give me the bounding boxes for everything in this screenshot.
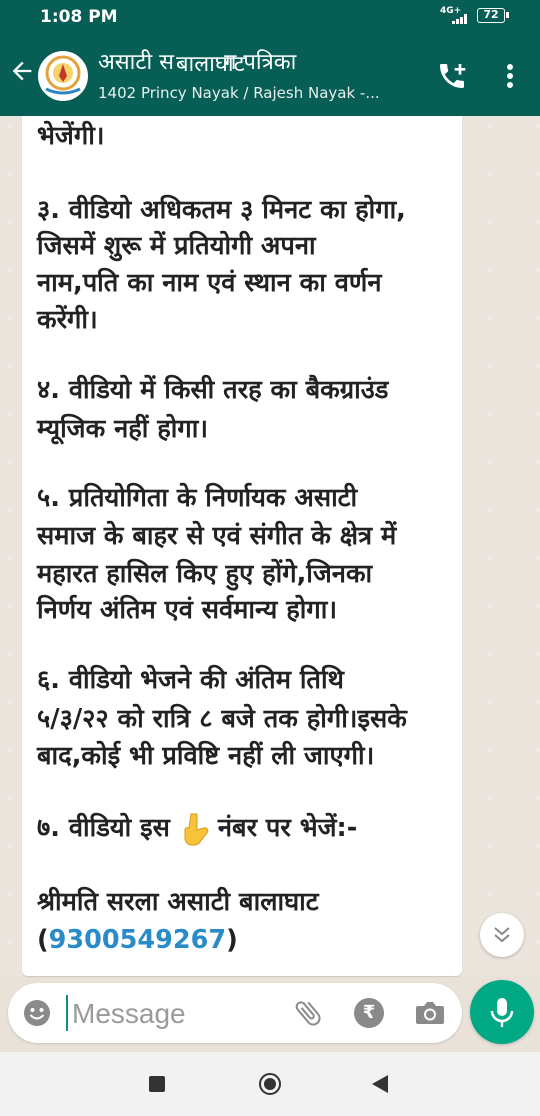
phone-number-link[interactable]: 9300549267: [48, 925, 227, 955]
back-arrow-icon[interactable]: [8, 57, 36, 85]
message-bubble[interactable]: [22, 116, 462, 976]
message-line-with-emoji: [37, 810, 357, 846]
chat-title-part3: ग पत्रिका: [224, 50, 297, 75]
message-line: करेंगी।: [37, 305, 98, 335]
chat-area[interactable]: [0, 116, 540, 976]
status-time: 1:08 PM: [40, 7, 118, 27]
add-call-icon[interactable]: [436, 60, 468, 92]
message-line: नाम,पति का नाम एवं स्थान का वर्णन: [37, 268, 382, 298]
message-line: समाज के बाहर से एवं संगीत के क्षेत्र में: [37, 521, 397, 551]
message-line: ५/३/२२ को रात्रि ८ बजे तक होगी।इसके: [37, 704, 407, 734]
attach-icon[interactable]: [292, 997, 324, 1029]
mic-button[interactable]: [470, 980, 534, 1044]
paren-open: (: [37, 925, 49, 955]
message-line: बाद,कोई भी प्रविष्टि नहीं ली जाएगी।: [37, 741, 375, 771]
message-text: ७. वीडियो इस: [37, 813, 170, 843]
signal-icon: [452, 14, 470, 24]
mic-icon: [470, 980, 534, 1044]
rupee-icon[interactable]: ₹: [354, 998, 384, 1028]
system-nav-bar: [0, 1052, 540, 1116]
message-line: ३. वीडियो अधिकतम ३ मिनट का होगा,: [37, 195, 406, 225]
message-composer[interactable]: [8, 983, 462, 1043]
message-input[interactable]: [70, 991, 284, 1037]
group-logo-icon: [38, 51, 88, 101]
message-line: म्यूजिक नहीं होगा।: [37, 414, 209, 444]
paren-close: ): [226, 925, 238, 955]
chat-title-part1: असाटी स: [98, 50, 175, 75]
message-line: जिसमें शुरू में प्रतियोगी अपना: [37, 231, 316, 261]
network-type-label: 4G+: [440, 6, 462, 16]
message-line: भेजेंगी।: [37, 121, 105, 151]
chat-title-overlay: बालाघाट: [176, 52, 245, 77]
message-line: श्रीमति सरला असाटी बालाघाट: [37, 887, 319, 917]
message-line: निर्णय अंतिम एवं सर्वमान्य होगा।: [37, 595, 337, 625]
nav-back-icon[interactable]: [372, 1075, 388, 1093]
more-vert-icon[interactable]: [500, 60, 520, 92]
home-icon[interactable]: [258, 1072, 282, 1096]
chat-title[interactable]: [98, 48, 398, 82]
message-line: ६. वीडियो भेजने की अंतिम तिथि: [37, 665, 344, 695]
chat-participants[interactable]: 1402 Princy Nayak / Rajesh Nayak -...: [98, 84, 380, 102]
text-cursor: [66, 995, 68, 1031]
status-bar: [0, 0, 540, 34]
message-line-phone: [37, 922, 238, 958]
emoji-icon[interactable]: [22, 998, 52, 1028]
message-line: ५. प्रतियोगिता के निर्णायक असाटी: [37, 483, 358, 513]
message-line: ४. वीडियो में किसी तरह का बैकग्राउंड: [37, 375, 389, 405]
message-text: नंबर पर भेजें:-: [217, 813, 358, 843]
group-avatar[interactable]: [38, 51, 88, 101]
camera-icon[interactable]: [414, 998, 446, 1028]
scroll-down-button[interactable]: [480, 913, 524, 957]
pointing-down-emoji: [180, 812, 210, 846]
chat-header: [0, 34, 540, 116]
double-chevron-down-icon: [480, 913, 524, 957]
message-line: महारत हासिल किए हुए होंगे,जिनका: [37, 559, 373, 589]
recents-icon[interactable]: [149, 1076, 165, 1092]
battery-icon: 72: [477, 8, 505, 23]
